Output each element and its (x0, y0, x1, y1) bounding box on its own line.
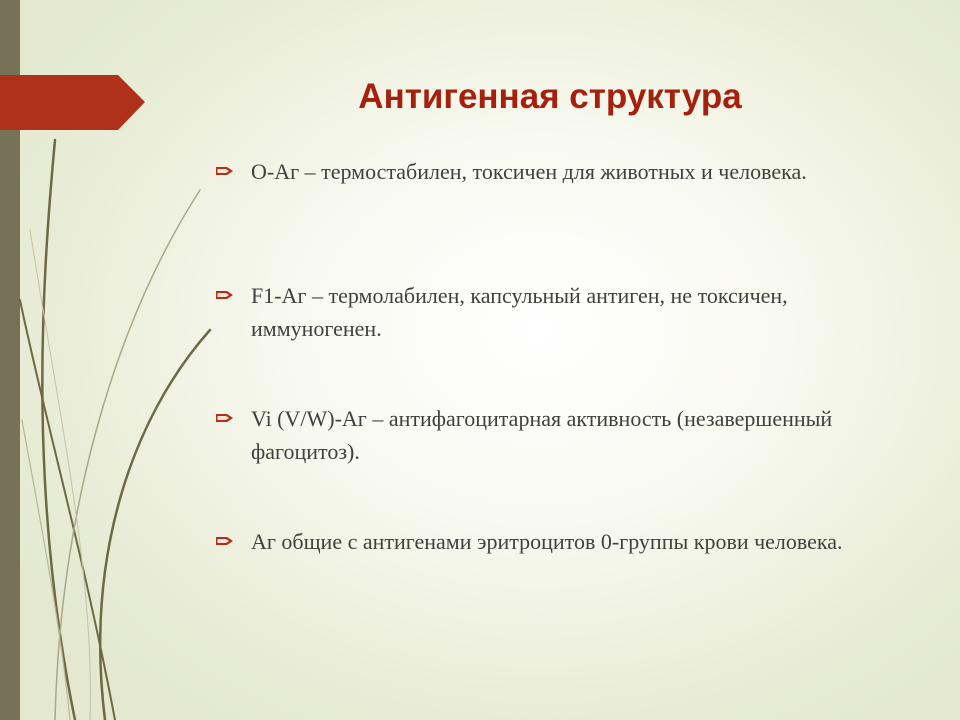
bullet-item (216, 279, 876, 345)
pencil-arrow-icon (216, 535, 233, 547)
slide-title: Антигенная структура (358, 77, 742, 116)
bullet-text: О-Аг – термостабилен, токсичен для животных и человека. (251, 159, 807, 184)
bullet-text: F1-Аг – термолабилен, капсульный антиген, не токсичен, иммуногенен. (251, 283, 788, 341)
bullet-text: Аг общие с антигенами эритроцитов 0-группы крови человека. (251, 529, 843, 554)
pencil-arrow-icon (216, 289, 233, 301)
bullet-item (216, 525, 876, 558)
bullet-text: Vi (V/W)-Аг – антифагоцитарная активность (незавершенный фагоцитоз). (251, 406, 833, 464)
bullet-item (216, 402, 876, 468)
pencil-arrow-icon (216, 165, 233, 177)
title-arrow-tab (0, 75, 145, 130)
pencil-arrow-icon (216, 412, 233, 424)
bullet-item (216, 155, 876, 188)
